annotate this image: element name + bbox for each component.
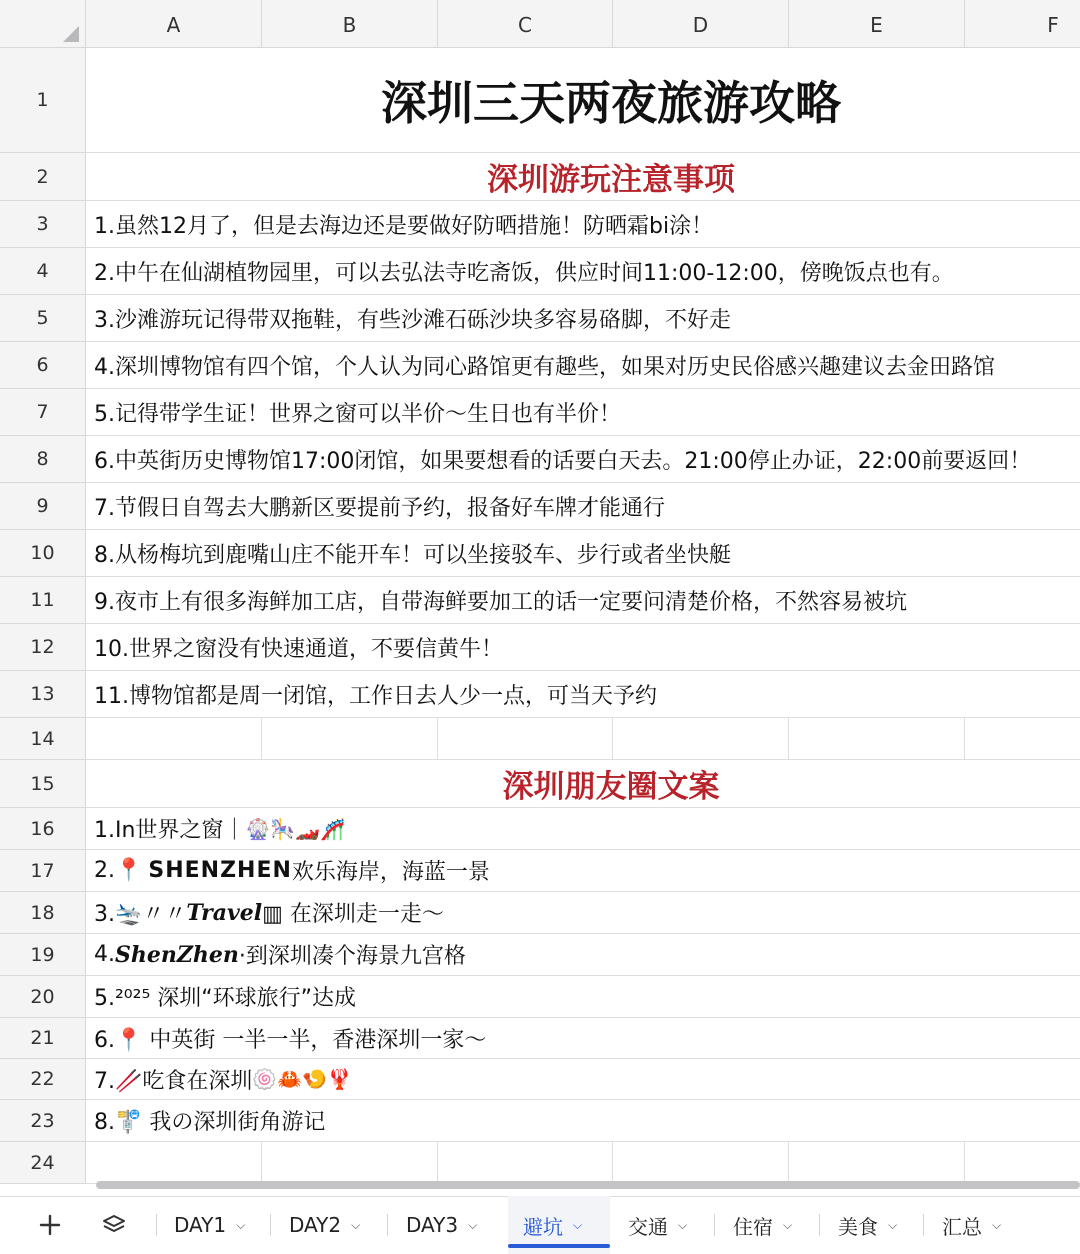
section-title-captions[interactable]: 深圳朋友圈文案 [86,760,1080,808]
empty-row[interactable] [86,1142,1080,1184]
seafood-emoji-icons: 🍥🦀🍤🦞 [252,1067,352,1091]
caption-text: ▥ 在深圳走一走～ [262,902,444,927]
cell-divider [964,718,965,759]
caption-text: ·到深圳凑个海景九宫格 [238,944,466,969]
tab-separator [387,1214,388,1236]
sheet-list-button[interactable] [94,1196,134,1254]
column-header-bar [0,0,1080,48]
row-header[interactable]: 10 [0,530,86,577]
note-cell[interactable]: 3.沙滩游玩记得带双拖鞋，有些沙滩石砾沙块多容易硌脚，不好走 [86,295,1080,342]
select-all-icon [63,26,79,42]
tab-label: DAY3 [406,1213,459,1237]
column-header-d[interactable]: D [613,0,789,48]
row-header[interactable]: 23 [0,1100,86,1142]
tab-separator [923,1214,924,1236]
note-cell[interactable]: 2.中午在仙湖植物园里，可以去弘法寺吃斋饭，供应时间11:00-12:00，傍晚饭点也有。 [86,248,1080,295]
column-header-b[interactable]: B [262,0,438,48]
chevron-down-icon[interactable]: ⌵ [992,1217,1002,1232]
active-tab-indicator [508,1244,610,1248]
section-title-notes[interactable]: 深圳游玩注意事项 [86,153,1080,201]
caption-cell[interactable] [86,850,1080,892]
caption-cell[interactable]: 8.🚏 我の深圳街角游记 [86,1100,1080,1142]
tab-label: DAY2 [289,1213,342,1237]
chevron-down-icon[interactable]: ⌵ [573,1217,583,1232]
row-header[interactable]: 13 [0,671,86,718]
note-cell[interactable]: 10.世界之窗没有快速通道，不要信黄牛！ [86,624,1080,671]
row-header[interactable]: 9 [0,483,86,530]
note-cell[interactable]: 1.虽然12月了，但是去海边还是要做好防晒措施！防晒霜bi涂！ [86,201,1080,248]
row-header[interactable]: 19 [0,934,86,976]
row-header[interactable]: 1 [0,48,86,153]
tab-label: 交通 [628,1214,668,1239]
column-header-e[interactable]: E [789,0,965,48]
tab-separator [819,1214,820,1236]
cell-divider [437,1142,438,1183]
note-cell[interactable]: 9.夜市上有很多海鲜加工店，自带海鲜要加工的话一定要问清楚价格，不然容易被坑 [86,577,1080,624]
tab-label: 美食 [838,1214,878,1239]
row-header[interactable]: 16 [0,808,86,850]
row-header[interactable]: 22 [0,1059,86,1100]
chevron-down-icon[interactable]: ⌵ [351,1217,361,1232]
tab-day3[interactable] [406,1196,477,1254]
note-cell[interactable]: 6.中英街历史博物馆17:00闭馆，如果要想看的话要白天去。21:00停止办证，22:00前要返回！ [86,436,1080,483]
caption-cell[interactable] [86,808,1080,850]
caption-italic-text: Travel [186,899,263,926]
amusement-emoji-icons: 🎡🎠🏎️🎢 [245,816,346,841]
tab-separator [714,1214,715,1236]
caption-text: 7.🥢吃食在深圳 [94,1068,253,1094]
row-header[interactable]: 15 [0,760,86,808]
tab-day2[interactable] [289,1196,360,1254]
row-header[interactable]: 24 [0,1142,86,1184]
caption-prefix: 3.🛬〃〃 [94,902,187,927]
row-header[interactable]: 5 [0,295,86,342]
note-cell[interactable]: 5.记得带学生证！世界之窗可以半价～生日也有半价！ [86,389,1080,436]
note-cell[interactable]: 8.从杨梅坑到鹿嘴山庄不能开车！可以坐接驳车、步行或者坐快艇 [86,530,1080,577]
caption-bold-text: SHENZHEN [148,858,292,883]
row-header[interactable]: 11 [0,577,86,624]
row-header[interactable]: 2 [0,153,86,201]
chevron-down-icon[interactable]: ⌵ [783,1217,793,1232]
caption-italic-text: ShenZhen [115,941,239,968]
chevron-down-icon[interactable]: ⌵ [468,1217,478,1232]
row-header[interactable]: 20 [0,976,86,1018]
tab-summary[interactable] [942,1196,1001,1254]
tab-label: 住宿 [733,1214,773,1239]
column-header-a[interactable]: A [86,0,262,48]
caption-cell[interactable]: 6.📍 中英街 一半一半，香港深圳一家～ [86,1018,1080,1059]
cell-divider [261,1142,262,1183]
add-sheet-button[interactable] [30,1196,70,1254]
cell-divider [437,718,438,759]
tab-label: DAY1 [174,1213,227,1237]
note-cell[interactable]: 4.深圳博物馆有四个馆，个人认为同心路馆更有趣些，如果对历史民俗感兴趣建议去金田路馆 [86,342,1080,389]
row-header[interactable]: 4 [0,248,86,295]
horizontal-scrollbar[interactable] [96,1181,1080,1189]
caption-prefix: 2.📍 [94,858,143,883]
cell-divider [788,1142,789,1183]
caption-text: 欢乐海岸，海蓝一景 [291,860,490,885]
tab-label: 避坑 [523,1214,563,1239]
caption-cell[interactable] [86,934,1080,976]
row-header[interactable]: 14 [0,718,86,760]
row-header[interactable]: 12 [0,624,86,671]
row-header[interactable]: 6 [0,342,86,389]
row-header[interactable]: 7 [0,389,86,436]
note-cell[interactable]: 7.节假日自驾去大鹏新区要提前予约，报备好车牌才能通行 [86,483,1080,530]
chevron-down-icon[interactable]: ⌵ [678,1217,688,1232]
chevron-down-icon[interactable]: ⌵ [888,1217,898,1232]
caption-cell[interactable] [86,892,1080,934]
tab-food[interactable] [838,1196,897,1254]
cell-divider [612,718,613,759]
row-header[interactable]: 3 [0,201,86,248]
note-cell[interactable]: 11.博物馆都是周一闭馆，工作日去人少一点，可当天予约 [86,671,1080,718]
row-header[interactable]: 18 [0,892,86,934]
cell-divider [964,1142,965,1183]
layers-icon [101,1212,127,1238]
cell-divider [261,718,262,759]
caption-text: 1.In世界之窗｜ [94,818,246,843]
select-all-corner[interactable] [0,0,86,48]
plus-icon [38,1213,62,1237]
tab-transport[interactable] [628,1196,687,1254]
column-header-c[interactable]: C [438,0,613,48]
caption-prefix: 4. [94,942,115,967]
caption-cell[interactable]: 5.²⁰²⁵ 深圳“环球旅行”达成 [86,976,1080,1018]
cell-divider [788,718,789,759]
tab-day1[interactable] [174,1196,245,1254]
tab-label: 汇总 [942,1214,982,1239]
column-header-f[interactable]: F [1047,13,1059,37]
chevron-down-icon[interactable]: ⌵ [236,1217,246,1232]
row-header[interactable]: 21 [0,1018,86,1059]
sheet-title-cell[interactable]: 深圳三天两夜旅游攻略 [86,48,1080,153]
caption-cell[interactable] [86,1059,1080,1100]
tab-lodging[interactable] [733,1196,792,1254]
empty-row[interactable] [86,718,1080,760]
row-header[interactable]: 17 [0,850,86,892]
tab-separator [156,1214,157,1236]
tab-separator [270,1214,271,1236]
row-header[interactable]: 8 [0,436,86,483]
cell-divider [612,1142,613,1183]
